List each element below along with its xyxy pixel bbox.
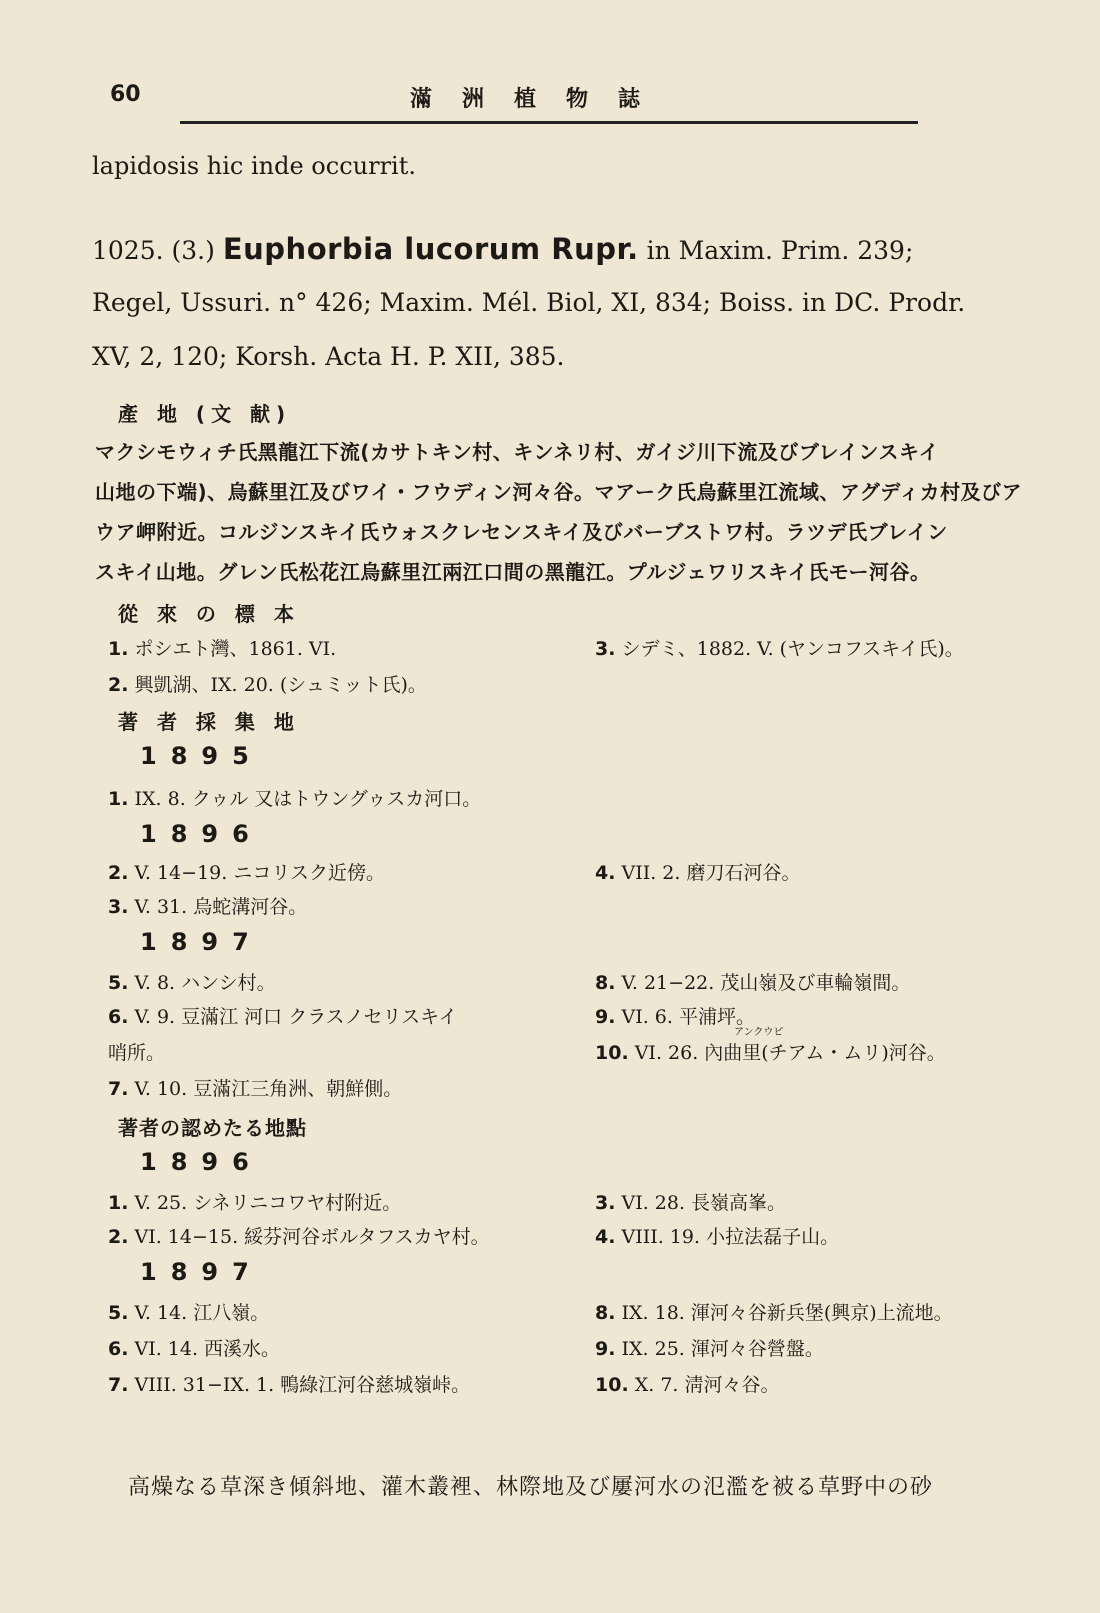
year-heading: 1896 [140,1148,263,1176]
year-heading: 1897 [140,928,263,956]
species-title-line [92,232,913,266]
ruby-annotation: アンクウピ [734,1027,784,1038]
collected-item: 3. V. 31. 烏蛇溝河谷。 [108,896,308,918]
year-heading: 1896 [140,820,263,848]
collected-item: 10. VI. 26. 內曲里(チアム・ムリ)河谷。 [595,1042,946,1064]
specimen-item: 3. シデミ、1882. V. (ヤンコフスキイ氏)。 [595,638,964,660]
locality-line: マクシモウィチ氏黑龍江下流(カサトキン村、キンネリ村、ガイジ川下流及びブレインスキイ [95,440,940,464]
collected-item: 8. V. 21−22. 茂山嶺及び車輪嶺間。 [595,972,911,994]
recognized-item: 6. VI. 14. 西溪水。 [108,1338,281,1360]
collected-item: 6. V. 9. 豆滿江 河口 クラスノセリスキイ [108,1006,458,1028]
collected-item: 哨所。 [108,1042,166,1064]
locality-line: 山地の下端)、烏蘇里江及びワイ・フウディン河々谷。マアーク氏烏蘇里江流域、アグディカ村及びア [95,480,1023,504]
locality-line: ウア岬附近。コルジンスキイ氏ウォスクレセンスキイ及びバーブストワ村。ラツデ氏ブレイン [95,520,948,544]
recognized-item: 10. X. 7. 淸河々谷。 [595,1374,780,1396]
specimens-heading: 從 來 の 標 本 [118,602,300,626]
recognized-item: 7. VIII. 31−IX. 1. 鴨綠江河谷慈城嶺峠。 [108,1374,471,1396]
recognized-item: 2. VI. 14−15. 綏芬河谷ボルタフスカヤ村。 [108,1226,490,1248]
locality-line: スキイ山地。グレン氏松花江烏蘇里江兩江口間の黑龍江。プルジェワリスキイ氏モー河谷。 [95,560,931,584]
author-recognized-heading: 著者の認めたる地點 [118,1116,307,1140]
recognized-item: 8. IX. 18. 渾河々谷新兵堡(興京)上流地。 [595,1302,953,1324]
species-citation-1: in Maxim. Prim. 239; [638,236,914,265]
running-title: 滿洲植物誌 [410,86,671,112]
habitat-text: 高燥なる草深き傾斜地、灌木叢裡、林際地及び屢河水の氾濫を被る草野中の砂 [128,1475,934,1500]
species-number: 1025. (3.) [92,236,223,265]
recognized-item: 3. VI. 28. 長嶺高峯。 [595,1192,787,1214]
author-collected-heading: 著 者 採 集 地 [118,710,300,734]
year-heading: 1897 [140,1258,263,1286]
locality-heading: 產 地 (文 献) [118,402,292,426]
species-name: Euphorbia lucorum Rupr. [222,232,639,266]
collected-item: 9. VI. 6. 平浦坪。 [595,1006,755,1028]
collected-item: 4. VII. 2. 磨刀石河谷。 [595,862,801,884]
recognized-item: 5. V. 14. 江八嶺。 [108,1302,270,1324]
species-citation-3: XV, 2, 120; Korsh. Acta H. P. XII, 385. [92,342,565,371]
recognized-item: 9. IX. 25. 渾河々谷營盤。 [595,1338,824,1360]
collected-item: 7. V. 10. 豆滿江三角洲、朝鮮側。 [108,1078,403,1100]
collected-item: 1. IX. 8. クゥル 又はトウングゥスカ河口。 [108,788,482,810]
year-heading: 1895 [140,742,263,770]
collected-item: 5. V. 8. ハンシ村。 [108,972,276,994]
specimen-item: 2. 興凱湖、IX. 20. (シュミット氏)。 [108,674,427,696]
specimen-item: 1. ポシエト灣、1861. VI. [108,638,337,660]
recognized-item: 4. VIII. 19. 小拉法磊子山。 [595,1226,840,1248]
page-number: 60 [110,82,141,107]
page-header [110,82,918,122]
recognized-item: 1. V. 25. シネリニコワヤ村附近。 [108,1192,402,1214]
species-citation-2: Regel, Ussuri. n° 426; Maxim. Mél. Biol, XI, 834; Boiss. in DC. Prodr. [92,288,966,317]
collected-item: 2. V. 14−19. ニコリスク近傍。 [108,862,385,884]
header-rule [180,121,918,124]
intro-line: lapidosis hic inde occurrit. [92,152,416,180]
